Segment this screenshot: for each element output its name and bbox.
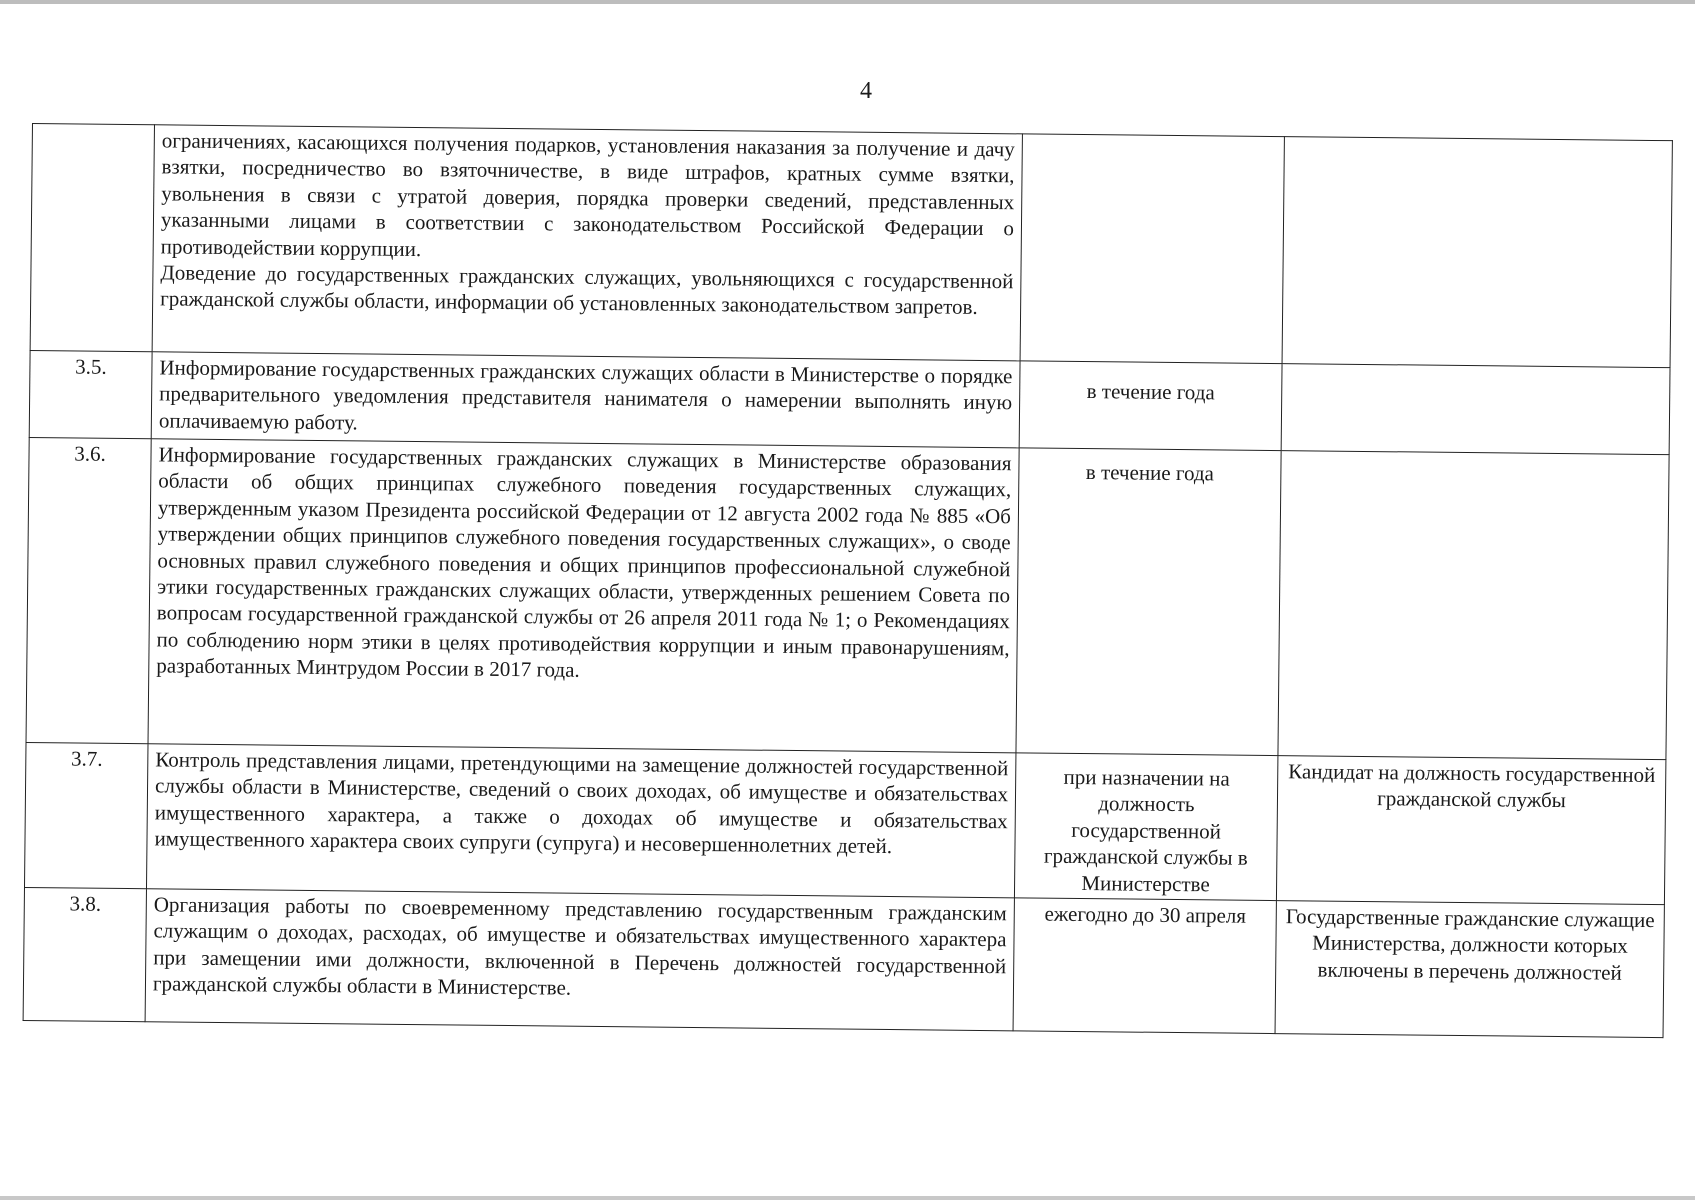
table-row: [29, 350, 1670, 454]
item-number: 3.6.: [26, 437, 151, 743]
item-responsible: [1278, 451, 1669, 760]
description-paragraph: Организация работы по своевременному представлению государственным гражданским служащим о доходах, расходах, об имуществе и обязательствах имущественного характера при замещении ими должности, включенной в Перечень должностей государственной гражданской службы области в Министерстве.: [152, 892, 1007, 1000]
item-term: [1014, 753, 1278, 901]
item-term: [1016, 448, 1281, 756]
item-term: ежегодно до 30 апреля: [1013, 898, 1276, 1034]
item-description: [152, 125, 1022, 361]
item-description: [146, 744, 1015, 898]
item-responsible: [1276, 756, 1665, 905]
scan-edge-bottom: [0, 1196, 1695, 1200]
table-row: [23, 887, 1664, 1037]
item-responsible: [1282, 137, 1672, 368]
table-row: [24, 742, 1665, 904]
description-paragraph: Информирование государственных гражданских служащих области в Министерстве о порядке предварительного уведомления представителя нанимателя о намерении выполнять иную оплачиваемую работу.: [158, 355, 1013, 435]
description-paragraph: Доведение до государственных гражданских служащих, увольняющихся с государственной гражданской службы области, информации об установленных законодательством запретов.: [160, 260, 1014, 320]
item-number: [30, 124, 154, 352]
item-number: 3.8.: [23, 887, 146, 1021]
term-text: в течение года: [1086, 379, 1215, 405]
item-description: [151, 352, 1020, 448]
description-paragraph: ограничениях, касающихся получения подарков, установления наказания за получение и дачу взятки, посредничество во взяточничестве, в виде штрафов, кратных сумме взятки, увольнения в связи с утратой доверия, порядка проверки сведений, представленных указанными лицами в соответствии с законодательством Российской Федерации о противодействии коррупции.: [160, 128, 1015, 261]
responsible-text: Государственные гражданские служащие Министерства, должности которых включены в перечень должностей: [1285, 904, 1655, 985]
item-responsible: [1275, 901, 1664, 1038]
item-term: [1020, 134, 1284, 364]
item-description: [148, 439, 1019, 753]
description-paragraph: Контроль представления лицами, претендующими на замещение должностей государственной службы области в Министерстве, сведений о своих доходах, об имуществе и обязательствах имущественного характера, а также о доходах об имуществе и обязательствах имущественного характера своих супруги (супруга) и несовершеннолетних детей.: [154, 747, 1009, 859]
term-text: при назначении на должность государственной гражданской службы в Министерстве: [1043, 764, 1248, 896]
item-term: [1019, 361, 1282, 451]
scan-edge-top: [0, 0, 1695, 4]
table-row: [30, 124, 1672, 368]
table-row: [26, 437, 1669, 759]
responsible-text: Кандидат на должность государственной гражданской службы: [1288, 759, 1656, 813]
measures-table: [23, 123, 1673, 1038]
term-text: в течение года: [1085, 460, 1215, 486]
description-paragraph: Информирование государственных гражданских служащих в Министерстве образования области об общих принципах служебного поведения государственных служащих, утвержденным указом Президента российской Федерации от 12 августа 2002 года № 885 «Об утверждении общих принципов служебного поведения государственных служащих», о своде основных правил служебного поведения и общих принципов профессиональной служебной этики государственных гражданских служащих области, утвержденных решением Совета по вопросам государственной гражданской службы от 26 апреля 2011 года № 1; о Рекомендациях по соблюдению норм этики в целях противодействия коррупции и иным правонарушениям, разработанных Минтрудом России в 2017 года.: [156, 442, 1012, 683]
item-responsible: [1281, 364, 1670, 455]
item-number: 3.7.: [24, 742, 148, 888]
page-number: 4: [860, 78, 872, 104]
item-description: [145, 889, 1014, 1031]
item-number: 3.5.: [29, 350, 152, 438]
